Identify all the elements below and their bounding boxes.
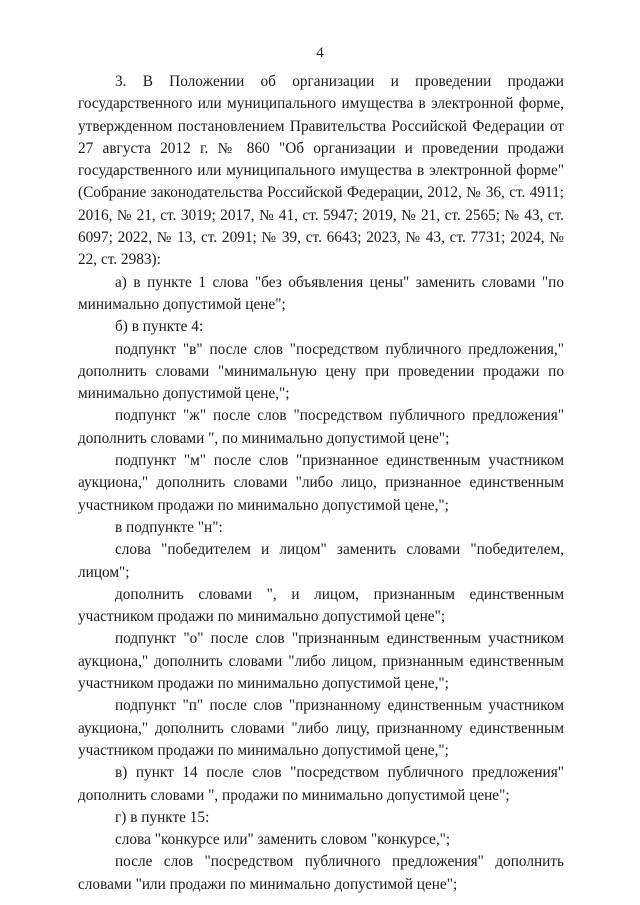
paragraph-subpoint-n-words: слова "победителем и лицом" заменить словами "победителем, лицом"; bbox=[78, 541, 564, 581]
page-number: 4 bbox=[316, 45, 324, 61]
paragraph-subitem-b: б) в пункте 4: bbox=[115, 318, 204, 336]
paragraph-subitem-g-supplement: после слов "посредством публичного предложения" дополнить словами "или продажи по минимально допустимой цене"; bbox=[78, 853, 564, 893]
paragraph-subitem-v: в) пункт 14 после слов "посредством публичного предложения" дополнить словами ", продажи по минимально допустимой цене"; bbox=[78, 764, 564, 804]
paragraph-subpoint-n-supplement: дополнить словами ", и лицом, признанным единственным участником продажи по минимально допустимой цене"; bbox=[78, 585, 564, 626]
paragraph-subpoint-v: подпункт "в" после слов "посредством публичного предложения," дополнить словами "минимальную цену при проведении продажи по минимально допустимой цене,"; bbox=[78, 340, 564, 403]
paragraph-subitem-a: а) в пункте 1 слова "без объявления цены" заменить словами "по минимально допустимой цене"; bbox=[78, 273, 564, 313]
document-body bbox=[78, 71, 564, 896]
paragraph-subpoint-p: подпункт "п" после слов "признанному единственным участником аукциона," дополнить словами "либо лицу, признанному единственным участником продажи по минимально допустимой цене,"; bbox=[78, 697, 564, 759]
paragraph-subpoint-o: подпункт "о" после слов "признанным единственным участником аукциона," дополнить словами "либо лицом, признанным единственным участником продажи по минимально допустимой цене,"; bbox=[78, 630, 564, 693]
paragraph-subpoint-n-header: в подпункте "н": bbox=[115, 518, 223, 536]
paragraph-item-3: 3. В Положении об организации и проведении продажи государственного или муниципального имущества в электронной форме, утвержденном постановлением Правительства Российской Федерации от 27 августа 2012 г. № 860 "Об организации и проведении продажи государственного или муниципального имущества в электронной форме" (Собрание законодательства Российской Федерации, 2012, № 36, ст. 4911; 2016, № 21, ст. 3019; 2017, № 41, ст. 5947; 2019, № 21, ст. 2565; № 43, ст. 6097; 2022, № 13, ст. 2091; № 39, ст. 6643; 2023, № 43, ст. 7731; 2024, № 22, ст. 2983): bbox=[78, 73, 564, 269]
paragraph-subpoint-zh: подпункт "ж" после слов "посредством публичного предложения" дополнить словами ", по минимально допустимой цене"; bbox=[78, 407, 564, 447]
paragraph-subitem-g: г) в пункте 15: bbox=[115, 808, 210, 826]
paragraph-subitem-g-words: слова "конкурсе или" заменить словом "конкурсе,"; bbox=[115, 831, 451, 849]
paragraph-subpoint-m: подпункт "м" после слов "признанное единственным участником аукциона," дополнить словами "либо лицо, признанное единственным участником продажи по минимально допустимой цене,"; bbox=[78, 452, 564, 514]
